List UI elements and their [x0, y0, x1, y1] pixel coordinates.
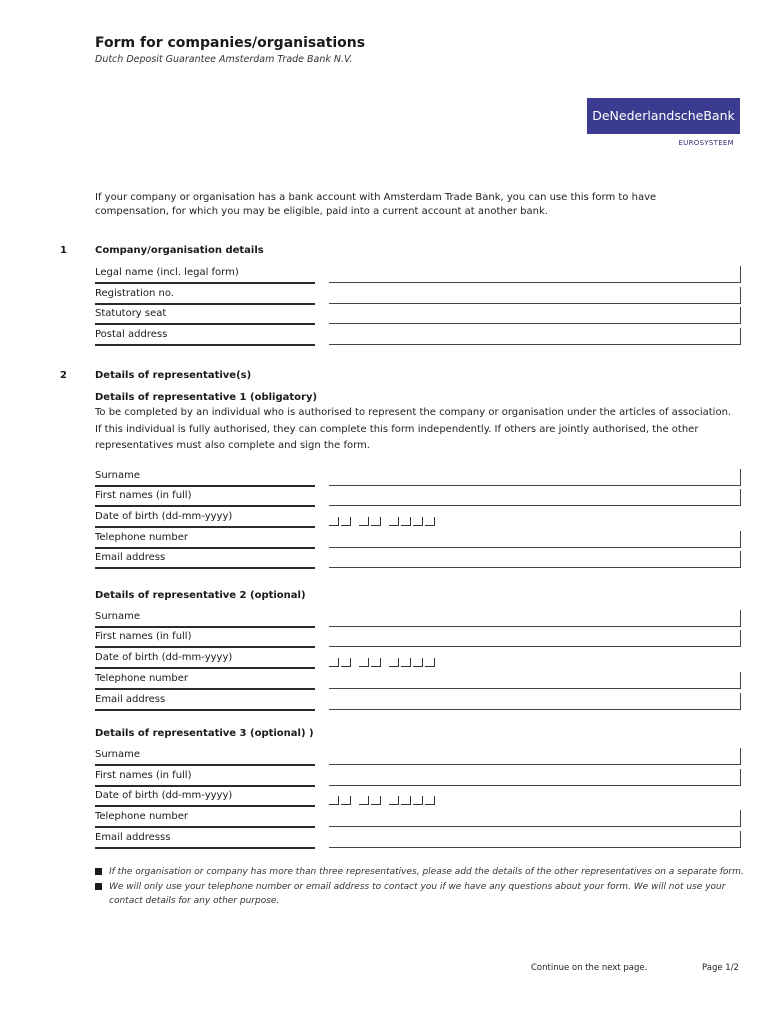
rep3-email-row [95, 831, 741, 851]
legal-name-input[interactable] [329, 266, 741, 283]
bullet-square-icon [95, 883, 102, 890]
field-label: Surname [95, 748, 315, 766]
rep3-telephone-row [95, 810, 741, 830]
rep1-email-row [95, 551, 741, 571]
section-1-title: Company/organisation details [95, 245, 264, 256]
rep2-telephone-row [95, 672, 741, 692]
field-label: Surname [95, 469, 315, 487]
rep1-instruction-line: To be completed by an individual who is authorised to represent the company or organisation under the articles of association. [95, 407, 732, 418]
note-text: If the organisation or company has more than three representatives, please add the details of the other representatives on a separate form. [109, 867, 744, 877]
field-label: First names (in full) [95, 769, 315, 787]
section-2-number: 2 [60, 370, 67, 381]
rep2-dob-row [95, 651, 741, 671]
section-2-title: Details of representative(s) [95, 370, 252, 381]
rep1-instruction-line: If this individual is fully authorised, they can complete this form independently. If others are jointly authorised, the other [95, 423, 699, 435]
field-label: Date of birth (dd-mm-yyyy) [95, 789, 315, 807]
footer-page-number: Page 1/2 [702, 963, 739, 973]
form-title: Form for companies/organisations [95, 35, 366, 51]
rep3-title: Details of representative 3 (optional) ) [95, 728, 314, 739]
note-more-representatives [95, 865, 745, 879]
rep1-title: Details of representative 1 (obligatory) [95, 392, 318, 403]
rep1-firstnames-input[interactable] [329, 489, 741, 506]
rep1-dob-row [95, 510, 741, 530]
rep3-dob-input[interactable] [329, 789, 445, 805]
field-label: Telephone number [95, 531, 315, 549]
section-1-number: 1 [60, 245, 67, 256]
dnb-logo: DeNederlandscheBank [587, 98, 740, 134]
rep3-surname-row [95, 748, 741, 768]
rep2-firstnames-input[interactable] [329, 630, 741, 647]
field-label: Statutory seat [95, 307, 315, 325]
rep2-firstnames-row [95, 630, 741, 650]
field-label: Legal name (incl. legal form) [95, 266, 315, 284]
field-label: Postal address [95, 328, 315, 346]
rep2-surname-row [95, 610, 741, 630]
field-label: Telephone number [95, 672, 315, 690]
registration-no-input[interactable] [329, 287, 741, 304]
field-label: Email address [95, 551, 315, 569]
rep1-dob-input[interactable] [329, 510, 445, 526]
field-label: Registration no. [95, 287, 315, 305]
rep2-title: Details of representative 2 (optional) [95, 590, 306, 601]
field-label: Surname [95, 610, 315, 628]
bullet-square-icon [95, 868, 102, 875]
rep1-instruction-line: representatives must also complete and sign the form. [95, 440, 370, 451]
field-label: Telephone number [95, 810, 315, 828]
rep1-instructions [95, 405, 745, 455]
rep3-dob-row [95, 789, 741, 809]
rep1-surname-input[interactable] [329, 469, 741, 486]
note-contact-details [95, 880, 745, 908]
rep2-telephone-input[interactable] [329, 672, 741, 689]
rep3-firstnames-row [95, 769, 741, 789]
rep3-surname-input[interactable] [329, 748, 741, 765]
rep2-surname-input[interactable] [329, 610, 741, 627]
statutory-seat-row [95, 307, 741, 327]
field-label: First names (in full) [95, 489, 315, 507]
rep3-firstnames-input[interactable] [329, 769, 741, 786]
rep1-firstnames-row [95, 489, 741, 509]
logo-eurosysteem: EUROSYSTEEM [678, 139, 734, 147]
field-label: Date of birth (dd-mm-yyyy) [95, 651, 315, 669]
rep3-email-input[interactable] [329, 831, 741, 848]
field-label: Date of birth (dd-mm-yyyy) [95, 510, 315, 528]
rep1-telephone-input[interactable] [329, 531, 741, 548]
statutory-seat-input[interactable] [329, 307, 741, 324]
rep1-email-input[interactable] [329, 551, 741, 568]
rep1-telephone-row [95, 531, 741, 551]
registration-no-row [95, 287, 741, 307]
rep2-dob-input[interactable] [329, 651, 445, 667]
rep3-telephone-input[interactable] [329, 810, 741, 827]
footer-continue: Continue on the next page. [531, 963, 648, 973]
legal-name-row [95, 266, 741, 286]
rep2-email-input[interactable] [329, 693, 741, 710]
rep2-email-row [95, 693, 741, 713]
rep1-surname-row [95, 469, 741, 489]
intro-text: If your company or organisation has a bank account with Amsterdam Trade Bank, you can use this form to have compensation, for which you may be eligible, paid into a current account at another bank. [95, 192, 657, 217]
postal-address-row [95, 328, 741, 348]
postal-address-input[interactable] [329, 328, 741, 345]
field-label: Email addresss [95, 831, 315, 849]
note-text: We will only use your telephone number or email address to contact you if we have any questions about your form. We will not use your contact details for any other purpose. [109, 882, 726, 906]
field-label: Email address [95, 693, 315, 711]
form-subtitle: Dutch Deposit Guarantee Amsterdam Trade Bank N.V. [95, 54, 353, 65]
field-label: First names (in full) [95, 630, 315, 648]
